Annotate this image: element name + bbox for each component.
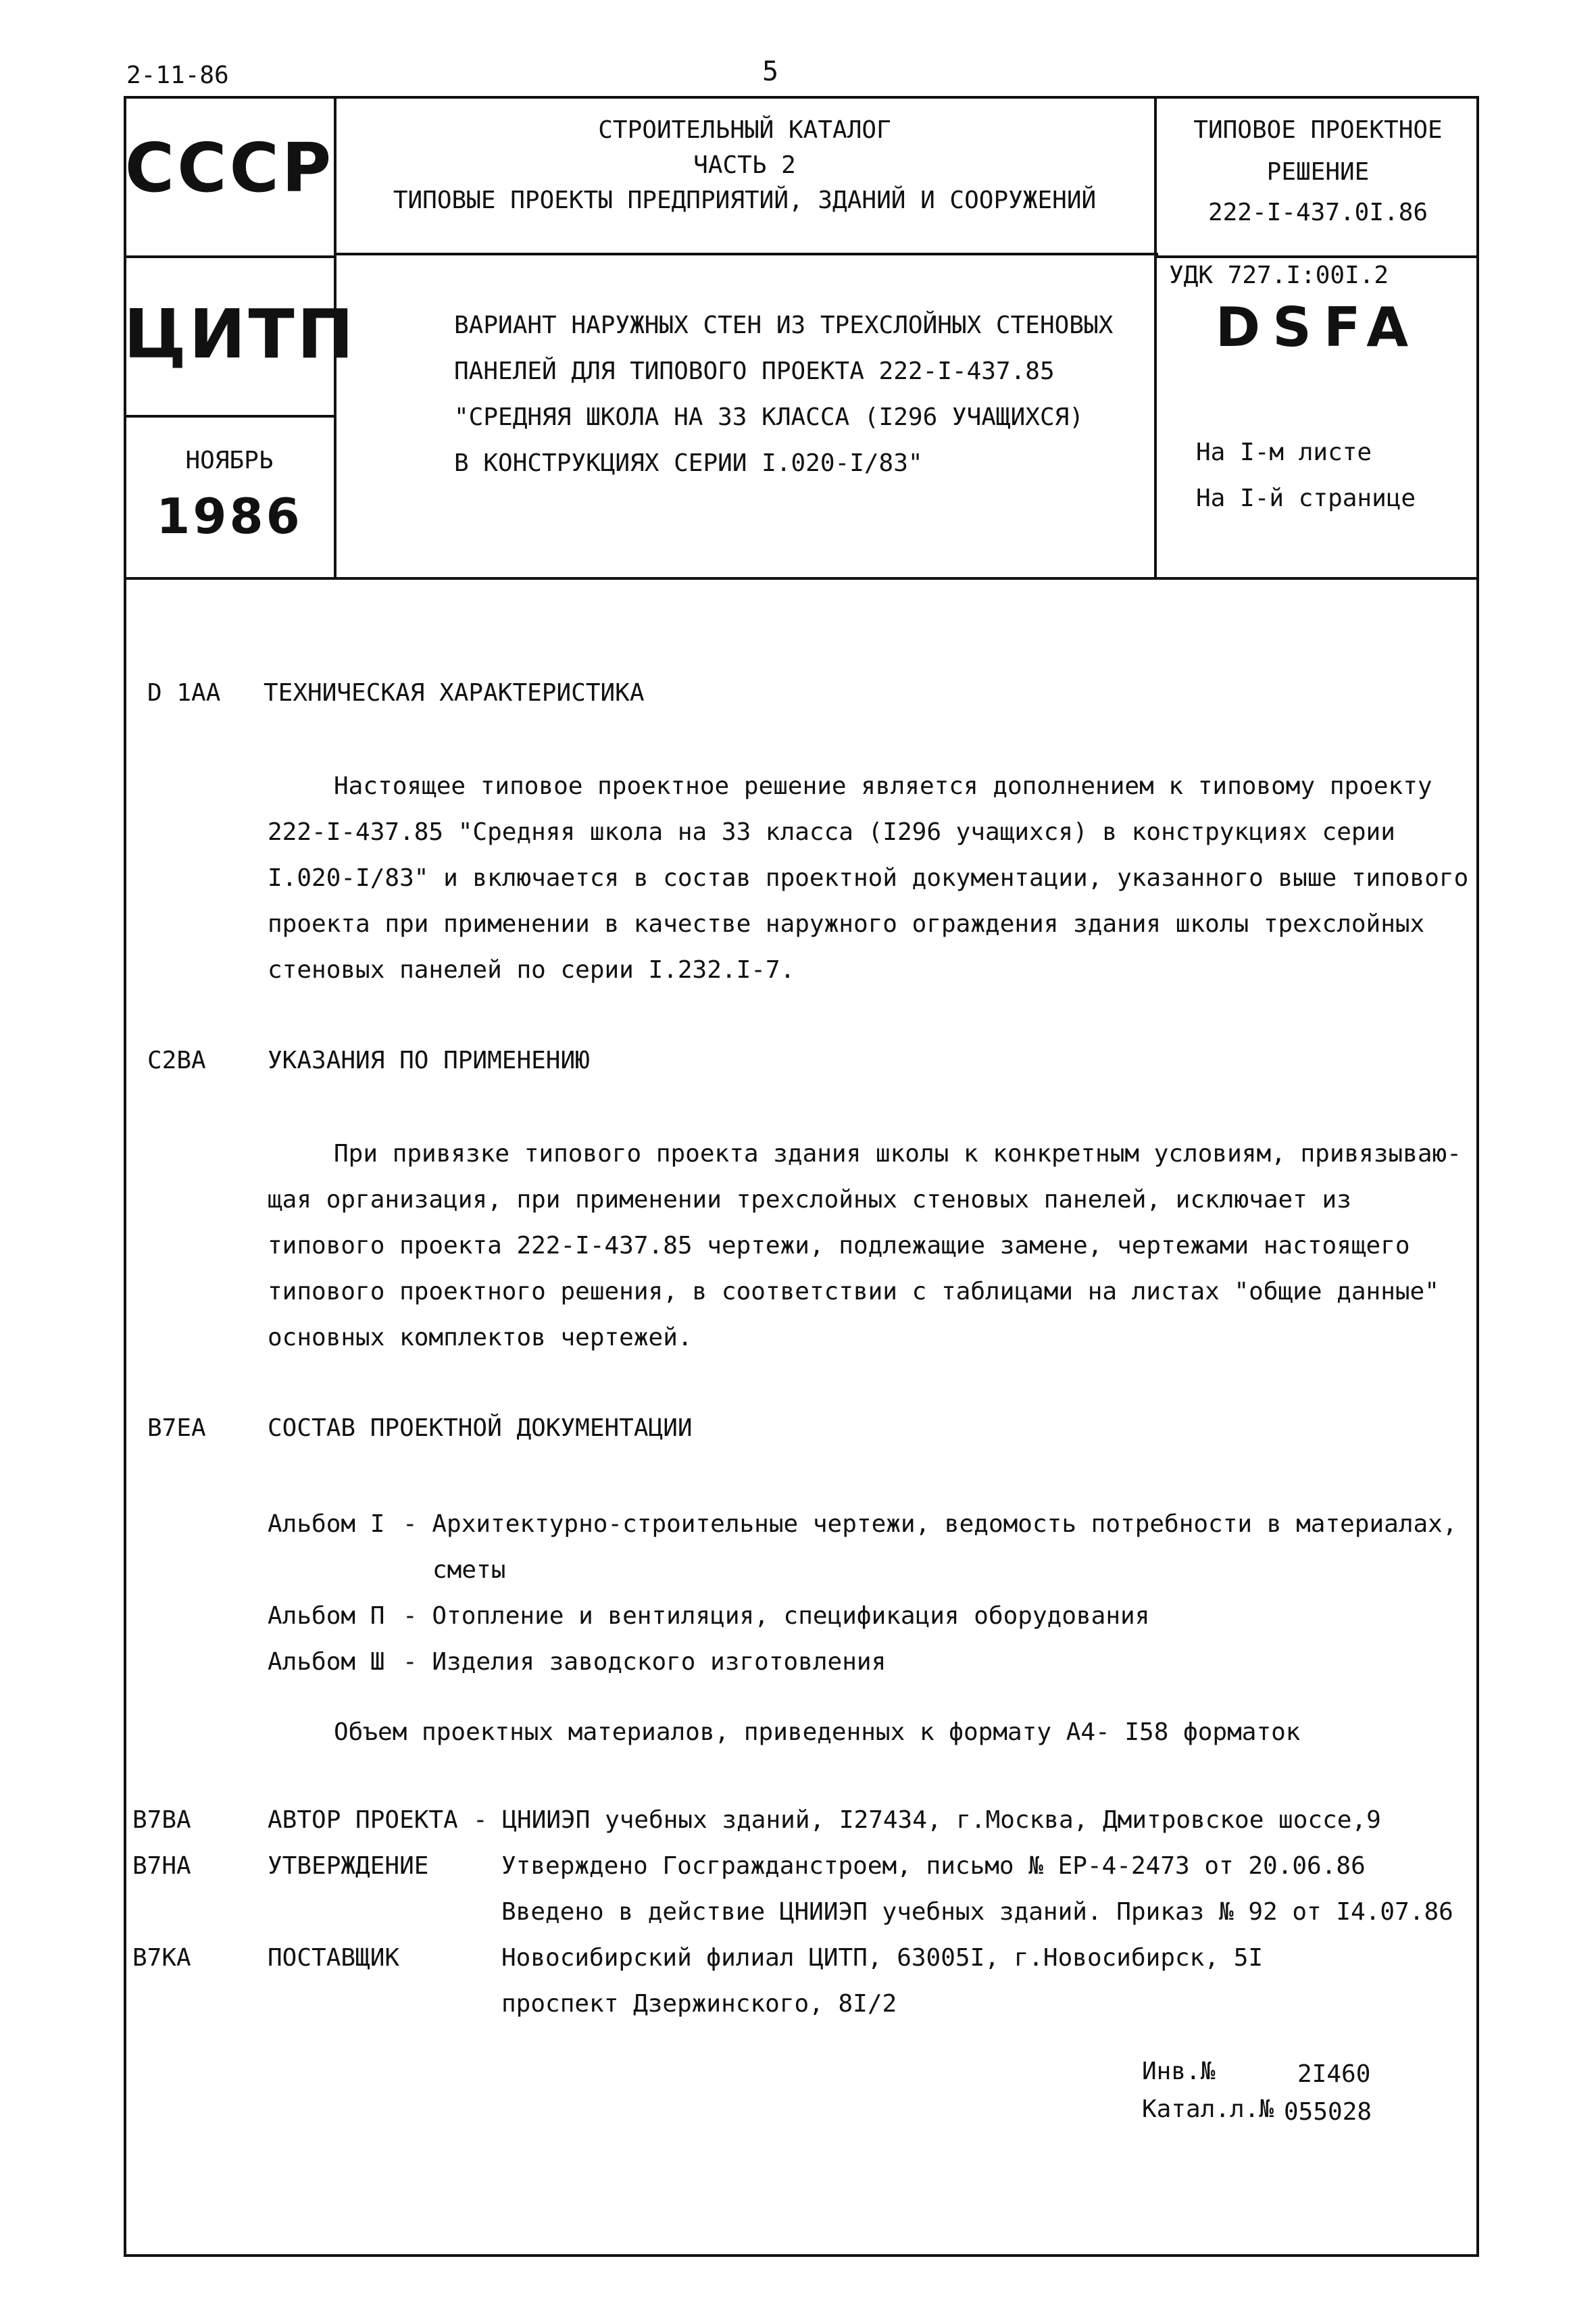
paragraph-line: стеновых панелей по серии I.232.I-7. bbox=[268, 956, 795, 984]
document-title-line: ПАНЕЛЕЙ ДЛЯ ТИПОВОГО ПРОЕКТА 222-I-437.85 bbox=[454, 357, 1055, 385]
issue-month: НОЯБРЬ bbox=[185, 447, 274, 474]
detail-text: - ЦНИИЭП учебных зданий, I27434, г.Москва, Дмитровское шоссе,9 bbox=[473, 1806, 1381, 1834]
album-description: - Отопление и вентиляция, спецификация оборудования bbox=[403, 1602, 1150, 1630]
paragraph-line: Настоящее типовое проектное решение является дополнением к типовому проекту bbox=[334, 772, 1432, 800]
header-divider bbox=[335, 253, 1158, 255]
paragraph-line: 222-I-437.85 "Средняя школа на 33 класса (I296 учащихся) в конструкциях серии bbox=[268, 818, 1395, 846]
album-name: Альбом I bbox=[268, 1510, 385, 1538]
catalog-part: ЧАСТЬ 2 bbox=[693, 151, 796, 179]
inventory-number: 2I460 bbox=[1297, 2060, 1371, 2088]
solution-code: 222-I-437.0I.86 bbox=[1207, 199, 1428, 226]
detail-text: проспект Дзержинского, 8I/2 bbox=[501, 1990, 897, 2018]
header-divider bbox=[1155, 255, 1479, 258]
document-code-dsfa: DSFA bbox=[1215, 296, 1421, 359]
solution-label-2: РЕШЕНИЕ bbox=[1266, 158, 1370, 186]
album-name: Альбом П bbox=[268, 1602, 385, 1630]
document-title-line: ВАРИАНТ НАРУЖНЫХ СТЕН ИЗ ТРЕХСЛОЙНЫХ СТЕНОВЫХ bbox=[454, 312, 1114, 339]
paragraph-line: При привязке типового проекта здания школы к конкретным условиям, привязываю- bbox=[334, 1140, 1462, 1168]
detail-label: УТВЕРЖДЕНИЕ bbox=[268, 1852, 429, 1880]
sheet-info: На I-м листе bbox=[1196, 439, 1372, 466]
catalog-subtitle: ТИПОВЫЕ ПРОЕКТЫ ПРЕДПРИЯТИЙ, ЗДАНИЙ И СООРУЖЕНИЙ bbox=[393, 186, 1097, 214]
paragraph-line: I.020-I/83" и включается в состав проектной документации, указанного выше типового bbox=[268, 864, 1469, 892]
section-code: C2BA bbox=[147, 1047, 206, 1074]
document-code: 2-11-86 bbox=[126, 61, 229, 89]
org-citp: ЦИТП bbox=[124, 295, 357, 374]
paragraph-line: проекта при применении в качестве наружного ограждения здания школы трехслойных bbox=[268, 910, 1425, 938]
paragraph-line: типового проектного решения, в соответствии с таблицами на листах "общие данные" bbox=[268, 1278, 1439, 1305]
header-divider bbox=[124, 415, 335, 418]
detail-code: B7KA bbox=[132, 1944, 191, 1972]
org-ussr: СССР bbox=[124, 128, 334, 207]
album-description: сметы bbox=[432, 1556, 506, 1584]
paragraph-line: основных комплектов чертежей. bbox=[268, 1324, 693, 1351]
section-code: B7EA bbox=[147, 1414, 206, 1442]
detail-text: Новосибирский филиал ЦИТП, 63005I, г.Новосибирск, 5I bbox=[501, 1944, 1264, 1972]
section-title: ТЕХНИЧЕСКАЯ ХАРАКТЕРИСТИКА bbox=[264, 679, 645, 707]
detail-text: Введено в действие ЦНИИЭП учебных зданий. Приказ № 92 от I4.07.86 bbox=[501, 1898, 1453, 1926]
header-bottom-line bbox=[124, 577, 1479, 580]
page-number: 5 bbox=[762, 56, 779, 87]
solution-label: ТИПОВОЕ ПРОЕКТНОЕ bbox=[1193, 116, 1443, 144]
section-title: СОСТАВ ПРОЕКТНОЙ ДОКУМЕНТАЦИИ bbox=[268, 1414, 693, 1442]
page-info: На I-й странице bbox=[1196, 484, 1416, 512]
inventory-label: Инв.№ bbox=[1142, 2058, 1216, 2085]
album-description: - Изделия заводского изготовления bbox=[403, 1648, 887, 1676]
volume-note: Объем проектных материалов, приведенных к формату А4- I58 форматок bbox=[334, 1718, 1301, 1746]
catalog-title: СТРОИТЕЛЬНЫЙ КАТАЛОГ bbox=[598, 116, 891, 144]
detail-code: B7BA bbox=[132, 1806, 191, 1834]
header-divider bbox=[124, 255, 335, 258]
issue-year: 1986 bbox=[156, 488, 303, 545]
detail-label: АВТОР ПРОЕКТА bbox=[268, 1806, 458, 1834]
paragraph-line: типового проекта 222-I-437.85 чертежи, подлежащие замене, чертежами настоящего bbox=[268, 1232, 1410, 1260]
document-title-line: "СРЕДНЯЯ ШКОЛА НА 33 КЛАССА (I296 УЧАЩИХСЯ) bbox=[454, 403, 1084, 431]
detail-label: ПОСТАВЩИК bbox=[268, 1944, 400, 1972]
paragraph-line: щая организация, при применении трехслойных стеновых панелей, исключает из bbox=[268, 1186, 1351, 1214]
section-title: УКАЗАНИЯ ПО ПРИМЕНЕНИЮ bbox=[268, 1047, 590, 1074]
album-description: - Архитектурно-строительные чертежи, ведомость потребности в материалах, bbox=[403, 1510, 1457, 1538]
catalog-sheet-number: 055028 bbox=[1284, 2098, 1372, 2126]
section-code: D 1AA bbox=[147, 679, 221, 707]
document-title-line: В КОНСТРУКЦИЯХ СЕРИИ I.020-I/83" bbox=[454, 449, 923, 477]
catalog-sheet-label: Катал.л.№ bbox=[1142, 2095, 1274, 2123]
udk-code: УДК 727.I:00I.2 bbox=[1169, 262, 1389, 289]
detail-code: B7HA bbox=[132, 1852, 191, 1880]
album-name: Альбом Ш bbox=[268, 1648, 385, 1676]
detail-text: Утверждено Госгражданстроем, письмо № ЕР-4-2473 от 20.06.86 bbox=[501, 1852, 1366, 1880]
